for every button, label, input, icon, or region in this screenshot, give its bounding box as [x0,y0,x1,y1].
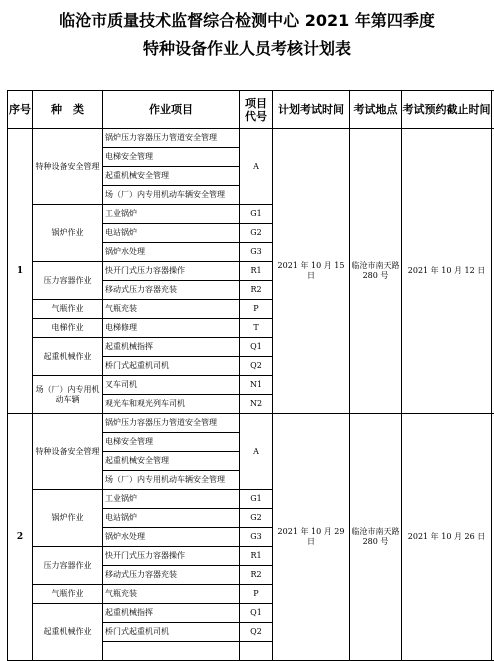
item-cell: 锅炉压力容器压力管道安全管理 [103,414,240,433]
category-cell: 锅炉作业 [33,490,103,547]
item-cell: 移动式压力容器充装 [103,281,240,300]
item-cell: 快开门式压力容器操作 [103,262,240,281]
header-code: 项目代号 [240,91,273,129]
table-row [8,129,494,148]
table-header-row [8,91,494,129]
table-row [8,414,494,433]
exam-place: 临沧市南天路 280 号 [350,129,402,414]
category-cell: 锅炉作业 [33,205,103,262]
item-cell: 锅炉水处理 [103,528,240,547]
exam-deadline: 2021 年 10 月 26 日 [402,414,492,661]
item-cell: 快开门式压力容器操作 [103,547,240,566]
batch-no: 1 [8,129,33,414]
code-cell: Q1 [240,604,273,623]
code-cell: T [240,319,273,338]
code-cell: R1 [240,262,273,281]
header-no: 序号 [8,91,33,129]
item-cell: 桥门式起重机司机 [103,357,240,376]
code-cell: A [240,414,273,490]
batch-no: 2 [8,414,33,661]
category-cell: 特种设备安全管理 [33,414,103,490]
category-cell: 压力容器作业 [33,547,103,585]
item-cell: 电站锅炉 [103,509,240,528]
item-cell: 场（厂）内专用机动车辆安全管理 [103,471,240,490]
category-cell: 压力容器作业 [33,262,103,300]
item-cell: 移动式压力容器充装 [103,566,240,585]
code-cell: R2 [240,566,273,585]
code-cell: N2 [240,395,273,414]
code-cell: R1 [240,547,273,566]
item-cell: 场（厂）内专用机动车辆安全管理 [103,186,240,205]
exam-time: 2021 年 10 月 29 日 [273,414,350,661]
code-cell [240,642,273,661]
category-cell: 起重机械作业 [33,604,103,661]
doc-title-line2: 特种设备作业人员考核计划表 [0,36,494,59]
item-cell: 叉车司机 [103,376,240,395]
item-cell: 桥门式起重机司机 [103,623,240,642]
item-cell: 气瓶充装 [103,300,240,319]
category-cell: 气瓶作业 [33,585,103,604]
item-cell: 电梯安全管理 [103,433,240,452]
code-cell: A [240,129,273,205]
header-type: 种 类 [33,91,103,129]
code-cell: G3 [240,528,273,547]
code-cell: R2 [240,281,273,300]
item-cell: 起重机械安全管理 [103,452,240,471]
category-cell: 特种设备安全管理 [33,129,103,205]
header-deadline: 考试预约截止时间 [402,91,492,129]
code-cell: G1 [240,490,273,509]
exam-deadline: 2021 年 10 月 12 日 [402,129,492,414]
code-cell: G2 [240,509,273,528]
code-cell: G1 [240,205,273,224]
header-item: 作业项目 [103,91,240,129]
item-cell: 锅炉压力容器压力管道安全管理 [103,129,240,148]
code-cell: Q1 [240,338,273,357]
category-cell: 气瓶作业 [33,300,103,319]
doc-title-line1: 临沧市质量技术监督综合检测中心 2021 年第四季度 [0,8,494,31]
code-cell: G3 [240,243,273,262]
exam-time: 2021 年 10 月 15 日 [273,129,350,414]
item-cell: 起重机械指挥 [103,604,240,623]
code-cell: P [240,300,273,319]
item-cell: 气瓶充装 [103,585,240,604]
item-cell: 工业锅炉 [103,490,240,509]
code-cell: Q2 [240,357,273,376]
item-cell: 起重机械指挥 [103,338,240,357]
exam-schedule-table [7,90,494,661]
header-place: 考试地点 [350,91,402,129]
item-cell: 起重机械安全管理 [103,167,240,186]
code-cell: N1 [240,376,273,395]
item-cell: 电站锅炉 [103,224,240,243]
category-cell: 起重机械作业 [33,338,103,376]
code-cell: Q2 [240,623,273,642]
item-cell [103,642,240,661]
item-cell: 电梯修理 [103,319,240,338]
item-cell: 锅炉水处理 [103,243,240,262]
code-cell: G2 [240,224,273,243]
header-time: 计划考试时间 [273,91,350,129]
item-cell: 观光车和观光列车司机 [103,395,240,414]
item-cell: 电梯安全管理 [103,148,240,167]
exam-place: 临沧市南天路 280 号 [350,414,402,661]
category-cell: 场（厂）内专用机动车辆 [33,376,103,414]
category-cell: 电梯作业 [33,319,103,338]
code-cell: P [240,585,273,604]
item-cell: 工业锅炉 [103,205,240,224]
